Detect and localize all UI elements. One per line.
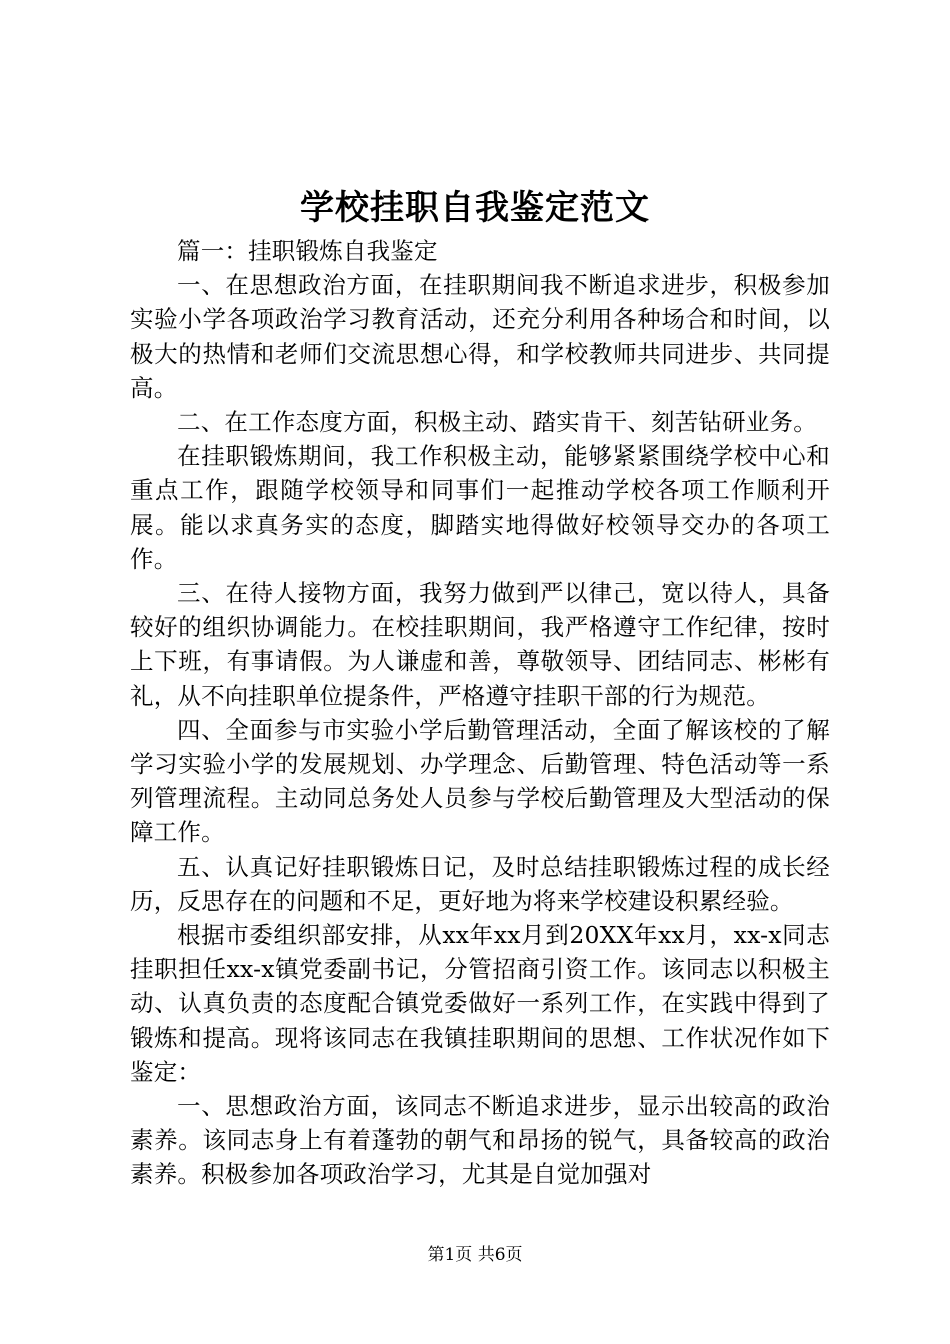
paragraph-interpersonal: 三、在待人接物方面，我努力做到严以律己，宽以待人，具备较好的组织协调能力。在校挂职期间，我严格遵守工作纪律，按时上下班，有事请假。为人谦虚和善，尊敬领导、团结同志、彬彬有礼，从不向挂职单位提条件，严格遵守挂职干部的行为规范。 bbox=[130, 579, 830, 710]
paragraph-logistics: 四、全面参与市实验小学后勤管理活动，全面了解该校的了解学习实验小学的发展规划、办学理念、后勤管理、特色活动等一系列管理流程。主动同总务处人员参与学校后勤管理及大型活动的保障工作。 bbox=[130, 715, 830, 847]
document-title: 学校挂职自我鉴定范文 bbox=[300, 188, 650, 228]
paragraph-appraisal-intro: 根据市委组织部安排，从xx年xx月到20XX年xx月，xx-x同志挂职担任xx-x镇党委副书记，分管招商引资工作。该同志以积极主动、认真负责的态度配合镇党委做好一系列工作，在实践中得到了锻炼和提高。现将该同志在我镇挂职期间的思想、工作状况作如下鉴定： bbox=[130, 921, 830, 1086]
paragraph-appraisal-political: 一、思想政治方面，该同志不断追求进步，显示出较高的政治素养。该同志身上有着蓬勃的朝气和昂扬的锐气，具备较高的政治素养。积极参加各项政治学习，尤其是自觉加强对 bbox=[130, 1092, 830, 1189]
paragraph-work-attitude: 二、在工作态度方面，积极主动、踏实肯干、刻苦钻研业务。 bbox=[177, 408, 817, 437]
page-number: 第1页 共6页 bbox=[427, 1245, 523, 1265]
paragraph-political-thought: 一、在思想政治方面，在挂职期间我不断追求进步，积极参加实验小学各项政治学习教育活动，还充分利用各种场合和时间，以极大的热情和老师们交流思想心得，和学校教师共同进步、共同提高。 bbox=[130, 271, 830, 402]
paragraph-section-heading: 篇一：挂职锻炼自我鉴定 bbox=[177, 237, 438, 265]
document-body bbox=[130, 234, 830, 1192]
paragraph-diary: 五、认真记好挂职锻炼日记，及时总结挂职锻炼过程的成长经历，反思存在的问题和不足，更好地为将来学校建设积累经验。 bbox=[130, 852, 830, 915]
paragraph-work-details: 在挂职锻炼期间，我工作积极主动，能够紧紧围绕学校中心和重点工作，跟随学校领导和同事们一起推动学校各项工作顺利开展。能以求真务实的态度，脚踏实地得做好校领导交办的各项工作。 bbox=[130, 442, 830, 573]
